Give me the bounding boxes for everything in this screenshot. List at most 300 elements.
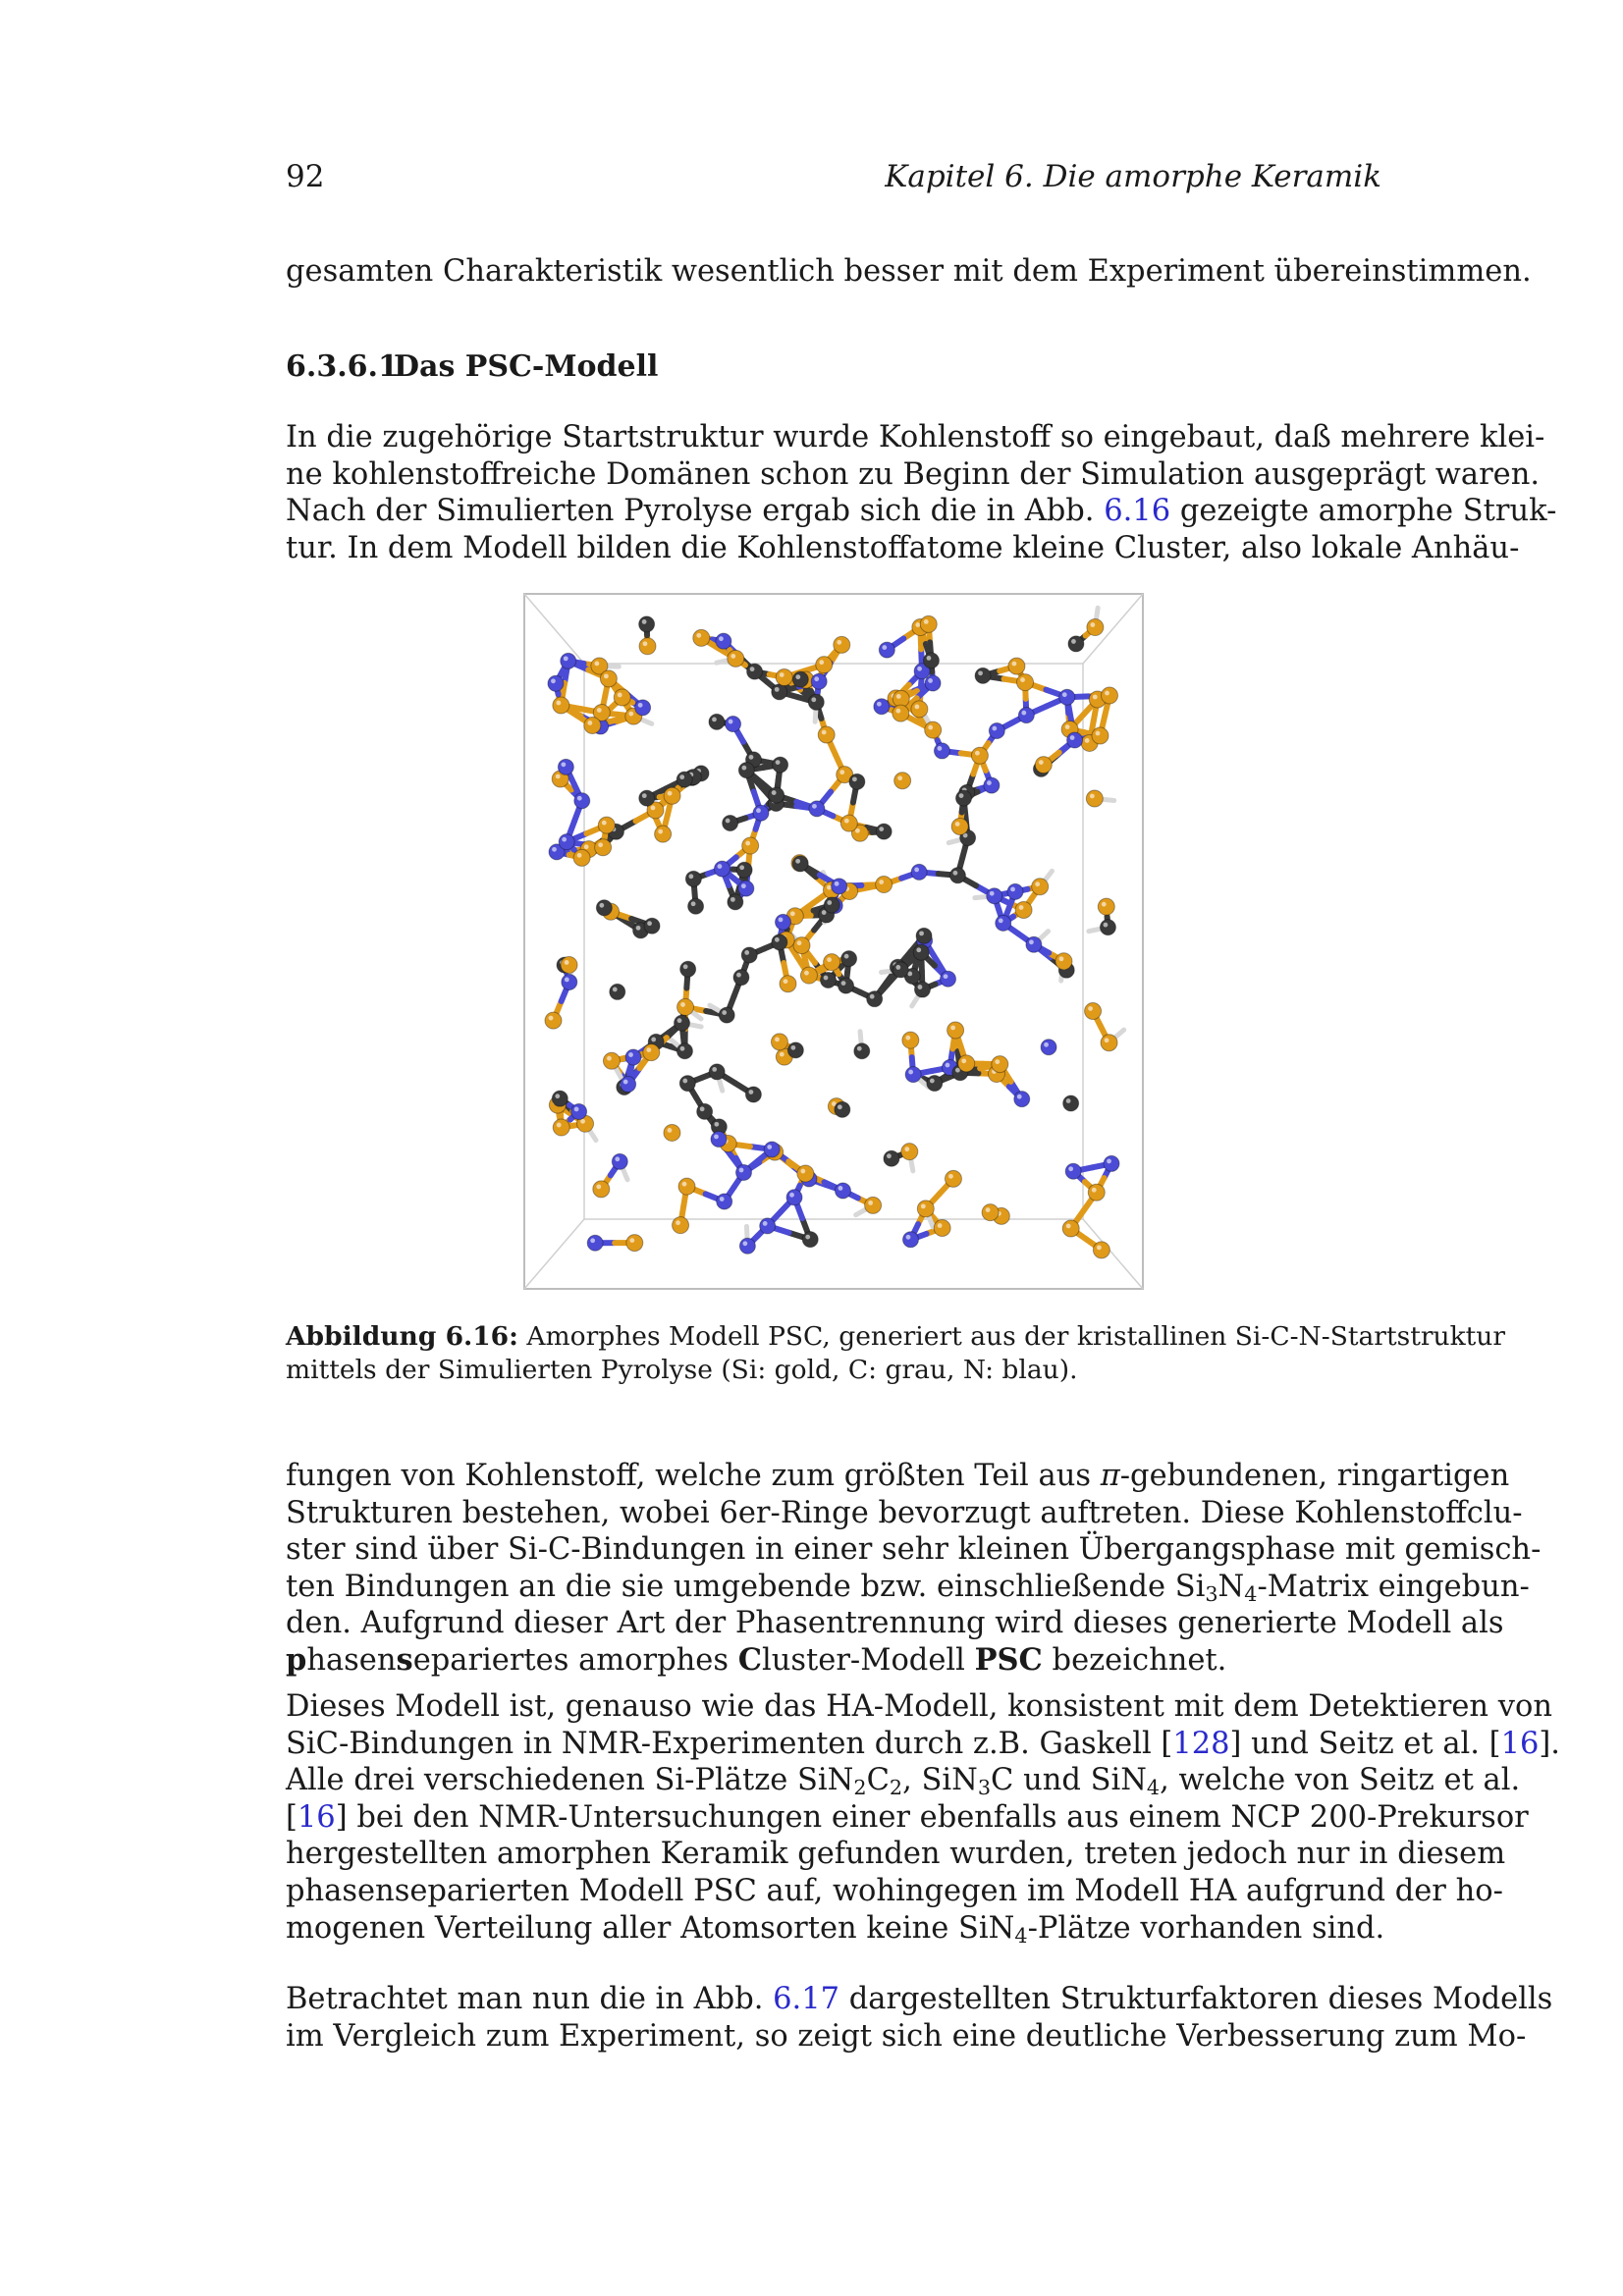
- text-line: Alle drei verschiedenen Si-Plätze $SiN_2C_2$, SiN$_3$C und SiN$_4$, welche von Seitz et al.: [286, 1763, 1521, 1800]
- atom-highlight: [905, 1036, 910, 1041]
- atom-si: [1087, 619, 1104, 636]
- atom-n: [911, 864, 927, 880]
- text-line: fungen von Kohlenstoff, welche zum größten Teil aus π-gebundenen, ringartigen: [286, 1459, 1510, 1493]
- atom-highlight: [719, 636, 724, 641]
- atom-si: [780, 976, 796, 992]
- section-title: Das PSC-Modell: [394, 349, 659, 384]
- atom-n: [776, 914, 791, 930]
- atom-highlight: [565, 978, 569, 983]
- atom-si: [1088, 1184, 1105, 1201]
- atom-c: [676, 1043, 692, 1059]
- atom-highlight: [1096, 731, 1101, 736]
- atom-highlight: [730, 897, 735, 902]
- atom-si: [1093, 1242, 1109, 1258]
- atom-highlight: [596, 1184, 601, 1189]
- atom-si: [834, 636, 850, 653]
- atom-highlight: [1044, 1042, 1049, 1047]
- atom-n: [559, 834, 574, 850]
- atom-highlight: [938, 746, 943, 751]
- atom-c: [1100, 920, 1115, 935]
- atom-si: [1086, 790, 1103, 807]
- atom-highlight: [852, 776, 857, 781]
- atom-highlight: [748, 1090, 753, 1095]
- text-line: gesamten Charakteristik wesentlich besser mit dem Experiment übereinstimmen.: [286, 254, 1532, 289]
- atom-n: [832, 879, 847, 894]
- atom-highlight: [928, 725, 933, 730]
- atom-n: [735, 1165, 751, 1181]
- atom-si: [603, 1052, 620, 1069]
- atom-n: [574, 793, 590, 809]
- paragraph-2: [286, 1458, 1542, 1680]
- atom-highlight: [904, 1147, 909, 1151]
- text-line: phasensepariertes amorphes Cluster-Modell PSC bezeichnet.: [286, 1641, 1227, 1678]
- atom-highlight: [800, 1169, 805, 1174]
- atom-highlight: [642, 793, 647, 798]
- atom-highlight: [742, 1241, 747, 1246]
- atom-c: [824, 897, 839, 913]
- atom-si: [1015, 901, 1032, 918]
- atom-n: [941, 971, 956, 987]
- atom-c: [697, 1103, 713, 1119]
- atom-highlight: [720, 1197, 725, 1201]
- atom-si: [693, 629, 710, 646]
- atom-highlight: [780, 1052, 784, 1057]
- atom-highlight: [780, 672, 784, 677]
- atom-c: [949, 868, 965, 883]
- atom-highlight: [1062, 692, 1067, 697]
- caption-line: Abbildung 6.16: Amorphes Modell PSC, generiert aus der kristallinen Si-C-N-Startstruktur: [286, 1321, 1506, 1352]
- running-head: [286, 159, 1381, 198]
- atom-si: [982, 1204, 999, 1221]
- atom-highlight: [668, 791, 673, 796]
- atom-highlight: [595, 662, 600, 667]
- atom-si: [1035, 757, 1052, 774]
- atom-highlight: [961, 1058, 966, 1063]
- atom-c: [839, 978, 854, 993]
- atom-c: [745, 1087, 761, 1102]
- atom-highlight: [897, 775, 902, 780]
- atom-n: [811, 673, 827, 689]
- atom-si: [894, 773, 911, 789]
- atom-highlight: [729, 720, 733, 724]
- atom-si: [958, 1055, 975, 1072]
- atom-c: [679, 1076, 695, 1092]
- atom-highlight: [882, 645, 887, 650]
- atom-highlight: [679, 774, 684, 779]
- atom-highlight: [944, 974, 948, 979]
- atom-highlight: [775, 937, 780, 942]
- atom-n: [726, 717, 741, 732]
- atom-c: [736, 862, 752, 878]
- atom-si: [1098, 898, 1114, 915]
- atom-highlight: [986, 1207, 991, 1212]
- figure-link-6-16[interactable]: 6.16: [1104, 494, 1171, 529]
- atom-highlight: [577, 796, 582, 801]
- atom-c: [787, 1042, 803, 1058]
- atom-highlight: [598, 842, 603, 847]
- citation-128[interactable]: 128: [1172, 1726, 1230, 1761]
- atom-si: [925, 721, 942, 738]
- atom-highlight: [552, 847, 557, 852]
- atom-c: [676, 772, 692, 787]
- atom-n: [635, 700, 651, 716]
- atom-c: [772, 934, 787, 950]
- atom-c: [792, 671, 808, 687]
- atom-highlight: [827, 885, 832, 890]
- atom-c: [680, 961, 696, 977]
- atom-si: [664, 787, 680, 804]
- atom-highlight: [739, 865, 744, 870]
- atom-n: [1026, 936, 1042, 952]
- atom-si: [598, 817, 615, 833]
- atom-highlight: [556, 774, 561, 779]
- text-line: ne kohlenstoffreiche Domänen schon zu Beginn der Simulation ausgeprägt waren.: [286, 456, 1541, 492]
- atom-n: [612, 1153, 627, 1169]
- atom-n: [625, 1049, 641, 1065]
- page-number: 92: [286, 159, 325, 194]
- atom-highlight: [824, 976, 829, 981]
- atom-n: [1104, 1155, 1119, 1171]
- atom-highlight: [574, 1107, 579, 1112]
- atom-si: [901, 1144, 918, 1160]
- atom-highlight: [946, 1063, 950, 1068]
- atom-highlight: [1092, 1188, 1097, 1193]
- atom-c: [738, 763, 754, 778]
- atom-highlight: [948, 1174, 953, 1179]
- atom-highlight: [879, 827, 884, 831]
- atom-highlight: [921, 1203, 926, 1208]
- atom-highlight: [607, 1056, 612, 1061]
- atom-c: [792, 856, 808, 872]
- atom-highlight: [696, 633, 701, 638]
- atom-highlight: [750, 667, 755, 671]
- atom-n: [809, 801, 825, 817]
- atom-si: [917, 1201, 934, 1217]
- atom-si: [1008, 658, 1025, 674]
- atom-si: [643, 1044, 660, 1061]
- atom-highlight: [1097, 1245, 1102, 1250]
- atom-highlight: [676, 1220, 680, 1225]
- atom-si: [639, 638, 656, 655]
- atom-si: [793, 937, 810, 954]
- caption-label: Abbildung 6.16:: [286, 1321, 518, 1352]
- atom-n: [717, 1194, 732, 1209]
- atom-si: [934, 1220, 950, 1237]
- atom-highlight: [712, 1067, 717, 1072]
- atom-c: [923, 653, 939, 668]
- atom-n: [934, 743, 949, 759]
- atom-highlight: [844, 954, 849, 959]
- atom-highlight: [877, 702, 882, 707]
- atom-highlight: [628, 712, 633, 717]
- atom-c: [728, 894, 743, 910]
- atom-n: [989, 723, 1004, 739]
- atom-highlight: [767, 1145, 772, 1149]
- citation-16[interactable]: 16: [1500, 1726, 1540, 1761]
- atom-c: [927, 1076, 943, 1092]
- atom-si: [545, 1012, 562, 1029]
- atom-c: [808, 694, 824, 710]
- atom-c: [914, 982, 930, 997]
- atom-si: [742, 837, 759, 854]
- atom-highlight: [636, 926, 641, 931]
- atom-highlight: [741, 883, 746, 888]
- text-line: SiC-Bindungen in NMR-Experimenten durch z.B. Gaskell [128] und Seitz et al. [16].: [286, 1726, 1561, 1761]
- atom-si: [673, 1217, 689, 1234]
- atom-highlight: [1105, 1038, 1109, 1042]
- atom-n: [1014, 1092, 1030, 1107]
- atom-highlight: [917, 667, 922, 671]
- atom-highlight: [756, 808, 761, 813]
- atom-highlight: [551, 678, 556, 683]
- atom-highlight: [1070, 735, 1075, 740]
- atom-highlight: [987, 780, 992, 785]
- atom-highlight: [722, 1010, 727, 1015]
- atom-highlight: [643, 641, 648, 646]
- atom-highlight: [682, 1182, 687, 1187]
- atom-highlight: [822, 910, 827, 915]
- atom-highlight: [1065, 724, 1070, 729]
- atom-highlight: [827, 957, 832, 962]
- atom-highlight: [1088, 1006, 1093, 1011]
- atom-n: [716, 633, 731, 649]
- text-line: den. Aufgrund dieser Art der Phasentrennung wird dieses generierte Modell als: [286, 1606, 1504, 1641]
- atom-si: [593, 1181, 610, 1198]
- caption-line: mittels der Simulierten Pyrolyse (Si: gold, C: grau, N: blau).: [286, 1355, 1078, 1385]
- text-line: Strukturen bestehen, wobei 6er-Ringe bevorzugt auftreten. Diese Kohlenstoffclu-: [286, 1495, 1523, 1530]
- atom-si: [893, 705, 909, 721]
- atom-si: [600, 670, 617, 687]
- atom-c: [644, 918, 660, 934]
- atom-highlight: [1066, 1098, 1071, 1103]
- atom-c: [835, 1101, 850, 1117]
- atom-si: [595, 839, 612, 856]
- atom-si: [1092, 727, 1109, 744]
- atom-highlight: [868, 1201, 873, 1205]
- atom-highlight: [895, 965, 900, 970]
- atom-si: [947, 1022, 964, 1039]
- atom-n: [1067, 732, 1083, 748]
- atom-highlight: [953, 871, 958, 876]
- atom-n: [984, 777, 1000, 793]
- atom-highlight: [683, 964, 688, 969]
- text-line: [16] bei den NMR-Untersuchungen einer ebenfalls aus einem NCP 200-Prekursor: [286, 1799, 1529, 1835]
- atom-n: [711, 1131, 727, 1147]
- atom-c: [1063, 1095, 1079, 1111]
- atom-highlight: [819, 660, 824, 665]
- atom-highlight: [950, 1026, 955, 1031]
- atom-highlight: [1020, 677, 1025, 682]
- atom-highlight: [604, 673, 609, 678]
- atom-c: [854, 1043, 870, 1059]
- atom-highlight: [797, 940, 802, 945]
- atom-si: [876, 877, 893, 893]
- atom-highlight: [837, 640, 841, 645]
- atom-highlight: [1093, 695, 1098, 700]
- atom-highlight: [790, 1045, 795, 1050]
- atom-highlight: [749, 755, 754, 760]
- atom-highlight: [1090, 794, 1095, 799]
- atom-highlight: [1107, 1159, 1111, 1164]
- atom-n: [874, 699, 890, 715]
- citation-16[interactable]: 16: [297, 1799, 336, 1835]
- atom-c: [975, 667, 991, 683]
- atom-si: [1055, 953, 1072, 970]
- atom-highlight: [919, 931, 924, 935]
- text-line: ten Bindungen an die sie umgebende bzw. einschließende $Si_3N_4$-Matrix eingebun-: [286, 1569, 1530, 1606]
- atom-highlight: [927, 656, 932, 661]
- atom-si: [816, 657, 833, 673]
- atom-si: [1017, 674, 1034, 691]
- atom-si: [797, 1165, 814, 1182]
- text-line: In die zugehörige Startstruktur wurde Kohlenstoff so eingebaut, daß mehrere klei-: [286, 420, 1545, 454]
- atom-highlight: [613, 988, 618, 992]
- atom-highlight: [602, 821, 607, 826]
- atom-highlight: [930, 1079, 935, 1084]
- atom-highlight: [629, 1238, 634, 1243]
- atom-highlight: [562, 837, 567, 842]
- atom-n: [587, 1235, 603, 1251]
- atom-highlight: [795, 859, 800, 864]
- atom-n: [760, 1218, 776, 1234]
- text-line: phasenseparierten Modell PSC auf, wohingegen im Modell HA aufgrund der ho-: [286, 1873, 1503, 1908]
- atom-c: [733, 970, 749, 986]
- atom-c: [893, 962, 908, 978]
- atom-highlight: [814, 676, 819, 681]
- atom-highlight: [584, 844, 589, 849]
- chapter-title: Kapitel 6. Die amorphe Keramik: [885, 159, 1381, 194]
- atom-highlight: [688, 874, 693, 879]
- atom-c: [688, 898, 704, 914]
- atom-highlight: [835, 881, 839, 886]
- atom-highlight: [978, 670, 983, 675]
- atom-c: [916, 928, 932, 943]
- atom-si: [728, 650, 744, 667]
- atom-si: [1101, 1035, 1117, 1051]
- atom-c: [709, 1064, 725, 1080]
- atom-highlight: [896, 694, 901, 699]
- atom-si: [920, 615, 937, 632]
- atom-si: [664, 1124, 680, 1141]
- atom-highlight: [916, 947, 921, 952]
- atom-c: [841, 951, 857, 967]
- atom-highlight: [789, 1193, 794, 1198]
- molecule-render: [523, 593, 1144, 1290]
- text-line: hergestellten amorphen Keramik gefunden wurden, treten jedoch nur in diesem: [286, 1837, 1506, 1872]
- atom-highlight: [726, 819, 730, 824]
- atom-highlight: [804, 971, 809, 976]
- atom-highlight: [599, 903, 604, 908]
- molecular-structure-figure: [523, 593, 1144, 1290]
- atom-highlight: [1035, 881, 1040, 886]
- atom-si: [971, 747, 988, 764]
- atom-highlight: [628, 1052, 633, 1057]
- atom-si: [800, 967, 817, 984]
- atom-highlight: [959, 793, 964, 798]
- atom-c: [719, 1007, 734, 1023]
- atom-highlight: [915, 705, 920, 710]
- atom-highlight: [712, 717, 717, 721]
- atom-c: [773, 757, 788, 773]
- atom-highlight: [990, 891, 995, 896]
- atom-highlight: [839, 1186, 843, 1191]
- atom-highlight: [908, 1070, 913, 1075]
- atom-c: [639, 790, 655, 806]
- atom-si: [573, 849, 590, 866]
- atom-n: [558, 759, 573, 774]
- atom-c: [876, 824, 892, 839]
- figure-link-6-17[interactable]: 6.17: [773, 1982, 840, 2016]
- atom-si: [1062, 1220, 1079, 1237]
- atom-n: [902, 1232, 918, 1248]
- atom-highlight: [682, 1079, 687, 1084]
- atom-highlight: [555, 1094, 560, 1098]
- paragraph-3: [286, 1688, 1561, 1948]
- atom-highlight: [795, 674, 800, 679]
- atom-highlight: [841, 981, 846, 986]
- figure-caption: [286, 1320, 1506, 1387]
- atom-highlight: [822, 730, 827, 735]
- atom-highlight: [870, 994, 875, 999]
- atom-highlight: [741, 766, 746, 771]
- atom-si: [584, 717, 601, 733]
- atom-highlight: [827, 900, 832, 905]
- atom-highlight: [776, 760, 781, 765]
- atom-si: [818, 726, 835, 743]
- atom-si: [951, 818, 968, 834]
- atom-c: [772, 684, 787, 700]
- atom-highlight: [1021, 711, 1026, 716]
- atom-highlight: [1017, 1095, 1022, 1099]
- atom-c: [723, 816, 738, 831]
- atom-highlight: [775, 1037, 780, 1041]
- atom-highlight: [623, 1080, 628, 1085]
- atom-n: [1007, 883, 1023, 899]
- atom-n: [764, 1142, 780, 1157]
- text-line: Betrachtet man nun die in Abb. 6.17 dargestellten Strukturfaktoren dieses Modells: [286, 1982, 1553, 2016]
- atom-highlight: [857, 1046, 862, 1051]
- atom-highlight: [895, 709, 900, 714]
- atom-c: [1068, 636, 1084, 652]
- atom-highlight: [565, 960, 569, 965]
- atom-si: [655, 826, 672, 842]
- atom-highlight: [739, 1168, 744, 1173]
- atom-highlight: [975, 751, 980, 756]
- atom-highlight: [745, 841, 750, 846]
- atom-n: [1065, 1163, 1081, 1179]
- atom-highlight: [677, 1018, 682, 1023]
- atom-highlight: [615, 1156, 620, 1161]
- atom-c: [709, 714, 725, 729]
- atom-highlight: [772, 790, 777, 795]
- atom-c: [913, 944, 929, 960]
- atom-highlight: [839, 770, 844, 774]
- atom-highlight: [1068, 1166, 1073, 1171]
- atom-highlight: [642, 619, 647, 624]
- atom-c: [685, 871, 701, 886]
- atom-c: [849, 774, 865, 789]
- atom-highlight: [587, 721, 592, 725]
- atom-c: [596, 900, 612, 916]
- atom-highlight: [805, 1235, 810, 1240]
- atom-si: [678, 1178, 695, 1195]
- atom-highlight: [1010, 886, 1015, 891]
- atom-c: [610, 984, 625, 999]
- atom-highlight: [812, 804, 817, 809]
- atom-highlight: [1085, 738, 1090, 743]
- atom-si: [840, 815, 857, 831]
- atom-c: [639, 616, 655, 632]
